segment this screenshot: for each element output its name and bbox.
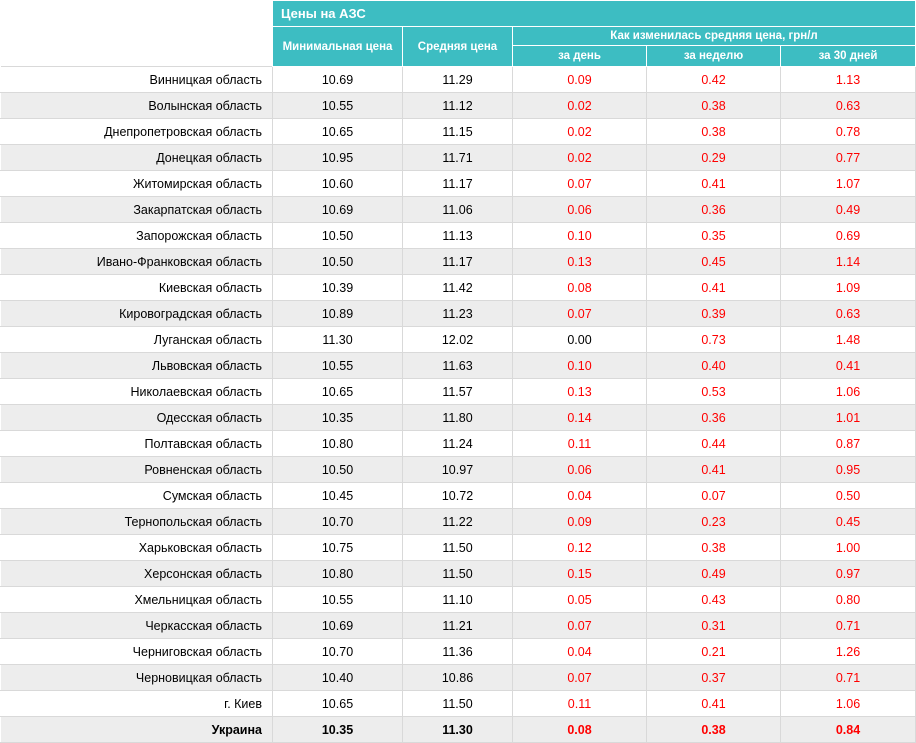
cell-change-week: 0.07 bbox=[647, 483, 781, 509]
cell-region: Днепропетровская область bbox=[1, 119, 273, 145]
cell-region: Черкасская область bbox=[1, 613, 273, 639]
header-avg-price: Средняя цена bbox=[403, 27, 513, 67]
table-row bbox=[1, 379, 916, 405]
cell-change-month: 1.14 bbox=[781, 249, 916, 275]
header-change-day: за день bbox=[513, 46, 647, 67]
cell-min-price: 10.50 bbox=[273, 457, 403, 483]
cell-change-day: 0.02 bbox=[513, 145, 647, 171]
header-min-price: Минимальная цена bbox=[273, 27, 403, 67]
cell-change-week: 0.23 bbox=[647, 509, 781, 535]
cell-avg-price: 11.13 bbox=[403, 223, 513, 249]
table-row bbox=[1, 119, 916, 145]
cell-change-week: 0.35 bbox=[647, 223, 781, 249]
cell-change-month: 0.71 bbox=[781, 665, 916, 691]
cell-min-price: 10.50 bbox=[273, 249, 403, 275]
cell-region: Черниговская область bbox=[1, 639, 273, 665]
header-change-group: Как изменилась средняя цена, грн/л bbox=[513, 27, 916, 46]
table-row bbox=[1, 171, 916, 197]
cell-min-price: 10.95 bbox=[273, 145, 403, 171]
table-row bbox=[1, 275, 916, 301]
cell-region: Сумская область bbox=[1, 483, 273, 509]
cell-region: Кировоградская область bbox=[1, 301, 273, 327]
cell-region: Ивано-Франковская область bbox=[1, 249, 273, 275]
table-row bbox=[1, 431, 916, 457]
table-row bbox=[1, 145, 916, 171]
cell-region: г. Киев bbox=[1, 691, 273, 717]
cell-change-month: 1.26 bbox=[781, 639, 916, 665]
cell-region: Ровненская область bbox=[1, 457, 273, 483]
cell-min-price: 10.69 bbox=[273, 613, 403, 639]
cell-region: Украина bbox=[1, 717, 273, 743]
table-row bbox=[1, 93, 916, 119]
table-row bbox=[1, 639, 916, 665]
cell-region: Житомирская область bbox=[1, 171, 273, 197]
cell-avg-price: 11.71 bbox=[403, 145, 513, 171]
cell-change-month: 1.09 bbox=[781, 275, 916, 301]
cell-change-month: 0.45 bbox=[781, 509, 916, 535]
cell-change-month: 1.01 bbox=[781, 405, 916, 431]
cell-change-week: 0.21 bbox=[647, 639, 781, 665]
table-row bbox=[1, 327, 916, 353]
cell-change-week: 0.43 bbox=[647, 587, 781, 613]
table-row bbox=[1, 249, 916, 275]
cell-change-week: 0.40 bbox=[647, 353, 781, 379]
table-row bbox=[1, 509, 916, 535]
page-title: Цены на АЗС bbox=[273, 1, 916, 27]
table-row bbox=[1, 197, 916, 223]
table-row bbox=[1, 457, 916, 483]
cell-avg-price: 11.36 bbox=[403, 639, 513, 665]
table-row bbox=[1, 353, 916, 379]
table-row bbox=[1, 561, 916, 587]
cell-avg-price: 11.10 bbox=[403, 587, 513, 613]
cell-change-month: 0.63 bbox=[781, 93, 916, 119]
cell-region: Харьковская область bbox=[1, 535, 273, 561]
cell-region: Донецкая область bbox=[1, 145, 273, 171]
table-row bbox=[1, 223, 916, 249]
cell-avg-price: 11.24 bbox=[403, 431, 513, 457]
cell-avg-price: 11.57 bbox=[403, 379, 513, 405]
cell-change-day: 0.05 bbox=[513, 587, 647, 613]
cell-change-week: 0.73 bbox=[647, 327, 781, 353]
cell-change-day: 0.09 bbox=[513, 67, 647, 93]
cell-change-day: 0.09 bbox=[513, 509, 647, 535]
cell-min-price: 10.55 bbox=[273, 587, 403, 613]
cell-change-week: 0.38 bbox=[647, 535, 781, 561]
table-row bbox=[1, 665, 916, 691]
cell-min-price: 10.55 bbox=[273, 353, 403, 379]
cell-change-day: 0.07 bbox=[513, 171, 647, 197]
cell-change-month: 1.48 bbox=[781, 327, 916, 353]
cell-min-price: 10.80 bbox=[273, 431, 403, 457]
cell-change-week: 0.41 bbox=[647, 691, 781, 717]
cell-avg-price: 11.80 bbox=[403, 405, 513, 431]
cell-change-day: 0.10 bbox=[513, 223, 647, 249]
cell-min-price: 10.69 bbox=[273, 197, 403, 223]
cell-change-day: 0.06 bbox=[513, 457, 647, 483]
cell-change-month: 0.84 bbox=[781, 717, 916, 743]
cell-min-price: 10.35 bbox=[273, 405, 403, 431]
cell-avg-price: 11.15 bbox=[403, 119, 513, 145]
cell-change-day: 0.11 bbox=[513, 691, 647, 717]
cell-change-week: 0.29 bbox=[647, 145, 781, 171]
cell-min-price: 10.65 bbox=[273, 379, 403, 405]
cell-change-day: 0.12 bbox=[513, 535, 647, 561]
cell-avg-price: 11.23 bbox=[403, 301, 513, 327]
cell-change-month: 1.13 bbox=[781, 67, 916, 93]
cell-change-month: 0.95 bbox=[781, 457, 916, 483]
cell-min-price: 10.70 bbox=[273, 509, 403, 535]
cell-avg-price: 11.50 bbox=[403, 535, 513, 561]
cell-change-month: 0.50 bbox=[781, 483, 916, 509]
cell-avg-price: 11.50 bbox=[403, 691, 513, 717]
cell-region: Киевская область bbox=[1, 275, 273, 301]
cell-change-month: 0.78 bbox=[781, 119, 916, 145]
cell-change-week: 0.38 bbox=[647, 119, 781, 145]
cell-min-price: 11.30 bbox=[273, 327, 403, 353]
cell-change-week: 0.41 bbox=[647, 457, 781, 483]
cell-region: Черновицкая область bbox=[1, 665, 273, 691]
cell-min-price: 10.40 bbox=[273, 665, 403, 691]
cell-change-month: 0.80 bbox=[781, 587, 916, 613]
cell-change-week: 0.42 bbox=[647, 67, 781, 93]
cell-region: Закарпатская область bbox=[1, 197, 273, 223]
table-header bbox=[1, 1, 916, 67]
table-row bbox=[1, 67, 916, 93]
cell-change-week: 0.41 bbox=[647, 275, 781, 301]
cell-change-day: 0.00 bbox=[513, 327, 647, 353]
table-row bbox=[1, 691, 916, 717]
table-row bbox=[1, 535, 916, 561]
table-row bbox=[1, 587, 916, 613]
cell-change-month: 0.69 bbox=[781, 223, 916, 249]
cell-region: Львовская область bbox=[1, 353, 273, 379]
table-row bbox=[1, 301, 916, 327]
cell-change-month: 1.06 bbox=[781, 379, 916, 405]
cell-min-price: 10.65 bbox=[273, 119, 403, 145]
cell-region: Запорожская область bbox=[1, 223, 273, 249]
cell-change-week: 0.49 bbox=[647, 561, 781, 587]
cell-change-week: 0.44 bbox=[647, 431, 781, 457]
cell-avg-price: 11.42 bbox=[403, 275, 513, 301]
cell-change-week: 0.53 bbox=[647, 379, 781, 405]
cell-avg-price: 10.72 bbox=[403, 483, 513, 509]
cell-min-price: 10.69 bbox=[273, 67, 403, 93]
cell-change-day: 0.08 bbox=[513, 275, 647, 301]
cell-region: Хмельницкая область bbox=[1, 587, 273, 613]
cell-min-price: 10.55 bbox=[273, 93, 403, 119]
cell-region: Херсонская область bbox=[1, 561, 273, 587]
cell-avg-price: 11.63 bbox=[403, 353, 513, 379]
cell-change-month: 0.41 bbox=[781, 353, 916, 379]
cell-change-week: 0.39 bbox=[647, 301, 781, 327]
cell-min-price: 10.50 bbox=[273, 223, 403, 249]
cell-change-month: 0.71 bbox=[781, 613, 916, 639]
cell-min-price: 10.89 bbox=[273, 301, 403, 327]
cell-change-day: 0.11 bbox=[513, 431, 647, 457]
cell-change-week: 0.45 bbox=[647, 249, 781, 275]
cell-change-month: 0.77 bbox=[781, 145, 916, 171]
cell-change-week: 0.37 bbox=[647, 665, 781, 691]
cell-min-price: 10.75 bbox=[273, 535, 403, 561]
cell-change-week: 0.41 bbox=[647, 171, 781, 197]
cell-avg-price: 11.29 bbox=[403, 67, 513, 93]
cell-change-month: 1.06 bbox=[781, 691, 916, 717]
cell-avg-price: 11.50 bbox=[403, 561, 513, 587]
cell-min-price: 10.70 bbox=[273, 639, 403, 665]
cell-change-month: 0.63 bbox=[781, 301, 916, 327]
cell-region: Тернопольская область bbox=[1, 509, 273, 535]
cell-avg-price: 11.06 bbox=[403, 197, 513, 223]
table-row bbox=[1, 613, 916, 639]
cell-region: Николаевская область bbox=[1, 379, 273, 405]
cell-change-week: 0.36 bbox=[647, 197, 781, 223]
cell-avg-price: 11.21 bbox=[403, 613, 513, 639]
header-change-week: за неделю bbox=[647, 46, 781, 67]
header-region bbox=[1, 27, 273, 67]
cell-min-price: 10.39 bbox=[273, 275, 403, 301]
cell-change-week: 0.36 bbox=[647, 405, 781, 431]
cell-change-day: 0.02 bbox=[513, 93, 647, 119]
cell-change-day: 0.04 bbox=[513, 639, 647, 665]
cell-region: Луганская область bbox=[1, 327, 273, 353]
cell-change-month: 0.87 bbox=[781, 431, 916, 457]
table-row bbox=[1, 717, 916, 743]
cell-change-day: 0.06 bbox=[513, 197, 647, 223]
cell-min-price: 10.45 bbox=[273, 483, 403, 509]
cell-change-month: 1.00 bbox=[781, 535, 916, 561]
cell-min-price: 10.35 bbox=[273, 717, 403, 743]
cell-avg-price: 11.30 bbox=[403, 717, 513, 743]
cell-region: Винницкая область bbox=[1, 67, 273, 93]
cell-change-day: 0.07 bbox=[513, 613, 647, 639]
cell-avg-price: 11.12 bbox=[403, 93, 513, 119]
table-row bbox=[1, 483, 916, 509]
cell-change-day: 0.04 bbox=[513, 483, 647, 509]
cell-change-week: 0.38 bbox=[647, 93, 781, 119]
cell-change-day: 0.07 bbox=[513, 301, 647, 327]
cell-change-month: 1.07 bbox=[781, 171, 916, 197]
cell-avg-price: 12.02 bbox=[403, 327, 513, 353]
cell-region: Волынская область bbox=[1, 93, 273, 119]
cell-change-day: 0.13 bbox=[513, 249, 647, 275]
cell-change-week: 0.31 bbox=[647, 613, 781, 639]
title-spacer bbox=[1, 1, 273, 27]
table-row bbox=[1, 405, 916, 431]
header-change-month: за 30 дней bbox=[781, 46, 916, 67]
cell-change-day: 0.15 bbox=[513, 561, 647, 587]
cell-avg-price: 10.97 bbox=[403, 457, 513, 483]
cell-min-price: 10.60 bbox=[273, 171, 403, 197]
cell-change-day: 0.10 bbox=[513, 353, 647, 379]
cell-change-day: 0.13 bbox=[513, 379, 647, 405]
cell-region: Одесская область bbox=[1, 405, 273, 431]
cell-change-week: 0.38 bbox=[647, 717, 781, 743]
table-body bbox=[1, 67, 916, 743]
header-row-top bbox=[1, 27, 916, 46]
cell-change-day: 0.07 bbox=[513, 665, 647, 691]
cell-avg-price: 11.22 bbox=[403, 509, 513, 535]
cell-change-month: 0.97 bbox=[781, 561, 916, 587]
title-row bbox=[1, 1, 916, 27]
cell-change-day: 0.14 bbox=[513, 405, 647, 431]
cell-min-price: 10.65 bbox=[273, 691, 403, 717]
cell-avg-price: 10.86 bbox=[403, 665, 513, 691]
cell-min-price: 10.80 bbox=[273, 561, 403, 587]
cell-change-day: 0.02 bbox=[513, 119, 647, 145]
cell-region: Полтавская область bbox=[1, 431, 273, 457]
cell-avg-price: 11.17 bbox=[403, 171, 513, 197]
cell-change-day: 0.08 bbox=[513, 717, 647, 743]
cell-avg-price: 11.17 bbox=[403, 249, 513, 275]
cell-change-month: 0.49 bbox=[781, 197, 916, 223]
